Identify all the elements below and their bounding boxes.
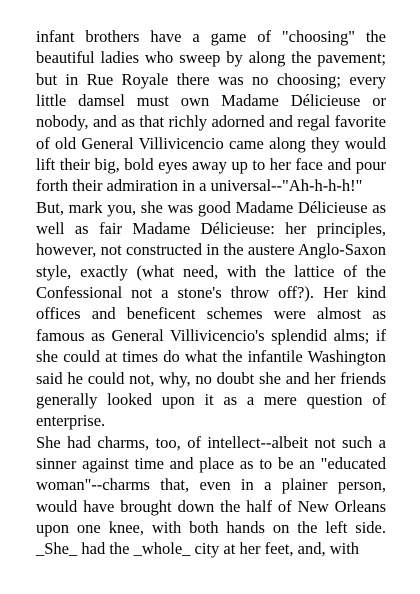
paragraph: She had charms, too, of intellect--albeit not such a sinner against time and place as to be an "educated woman"--charms that, even in a plainer person, would have brought down the half of New Orleans upon one knee, with both hands on the left side. _She_ had the _whole_ city at her feet, and, with xyxy=(36,432,386,559)
paragraph: But, mark you, she was good Madame Délicieuse as well as fair Madame Délicieuse: her principles, however, not constructed in the austere Anglo-Saxon style, exactly (what need, with the lattice of the Confessional not a stone's throw off?). Her kind offices and beneficent schemes were almost as famous as General Villivicencio's splendid alms; if she could at times do what the infantile Washington said he could not, why, no doubt she and her friends generally looked upon it as a mere question of enterprise. xyxy=(36,197,386,431)
document-page xyxy=(36,26,386,560)
paragraph: infant brothers have a game of "choosing" the beautiful ladies who sweep by along the pavement; but in Rue Royale there was no choosing; every little damsel must own Madame Délicieuse or nobody, and as that richly adorned and regal favorite of old General Villivicencio came along they would lift their big, bold eyes away up to her face and pour forth their admiration in a universal--"Ah-h-h-h!" xyxy=(36,27,386,196)
